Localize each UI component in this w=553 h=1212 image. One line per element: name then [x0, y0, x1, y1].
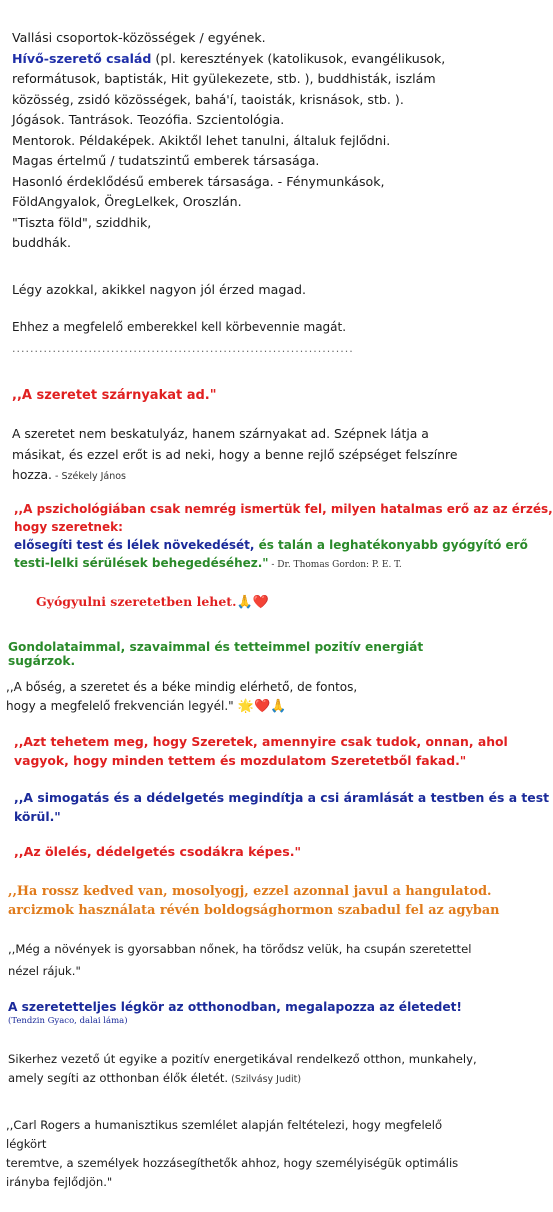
plants-line: nézel rájuk." — [8, 964, 81, 978]
success-author: (Szilvásy Judit) — [228, 1074, 302, 1085]
intro-block — [12, 28, 490, 254]
gordon-author: - Dr. Thomas Gordon: P. E. T. — [268, 560, 402, 570]
dalai-title: A szeretetteljes légkör az otthonodban, megalapozza az életedet! — [8, 1000, 462, 1014]
quote-author: - Székely János — [51, 471, 127, 482]
love-action-line: ,,Azt tehetem meg, hogy Szeretek, amennyire csak tudok, onnan, ahol — [14, 734, 508, 749]
pray-heart-emoji: 🙏❤️ — [236, 595, 269, 610]
abundance-text: hogy a megfelelő frekvencián legyél." — [6, 699, 234, 713]
intro-line: buddhák. — [12, 235, 71, 250]
bad-mood-line: ,,Ha rossz kedved van, mosolyogj, ezzel azonnal javul a hangulatod. — [8, 884, 492, 899]
gordon-blue-text: elősegíti test és lélek növekedését, — [14, 538, 255, 552]
rogers-quote — [6, 1116, 484, 1192]
advice-text: Légy azokkal, akikkel nagyon jól érzed magad. — [12, 282, 307, 297]
bad-mood-quote — [8, 882, 500, 920]
gordon-quote — [14, 500, 553, 574]
intro-line: reformátusok, baptisták, Hit gyülekezete, stb. ), buddhisták, iszlám — [12, 71, 436, 86]
intro-line: Mentorok. Példaképek. Akiktől lehet tanulni, általuk fejlődni. — [12, 132, 391, 148]
rogers-line: irányba fejlődjön." — [6, 1175, 113, 1189]
success-text: amely segíti az otthonban élők életét. — [8, 1071, 229, 1085]
surround-text: Ehhez a megfelelő emberekkel kell körbevennie magát. — [12, 320, 347, 334]
intro-line: Hasonló érdeklődésű emberek társasága. - Fénymunkások, — [12, 173, 385, 189]
quote-line: A szeretet nem beskatulyáz, hanem szárnyakat ad. Szépnek látja a — [12, 426, 429, 441]
success-quote — [8, 1050, 486, 1089]
dotted-separator: ............................................................................ — [12, 342, 354, 355]
intro-line: Vallási csoportok-közösségek / egyének. — [12, 30, 266, 45]
success-line — [8, 1069, 486, 1089]
quote-line — [12, 465, 490, 488]
love-action-quote — [14, 732, 508, 770]
dalai-quote — [8, 998, 486, 1026]
hug-quote: ,,Az ölelés, dédelgetés csodákra képes." — [14, 844, 302, 859]
intro-line: "Tiszta föld", sziddhik, — [12, 214, 152, 230]
caress-line: körül." — [14, 809, 61, 824]
gordon-line — [14, 554, 490, 574]
love-action-line: vagyok, hogy minden tettem és mozdulatom Szeretetből fakad." — [14, 753, 467, 768]
plants-line: ,,Még a növények is gyorsabban nőnek, ha törődsz velük, ha csupán szeretettel — [8, 942, 472, 956]
positive-energy-text: Gondolataimmal, szavaimmal és tetteimmel pozitív energiát sugárzok. — [8, 640, 424, 668]
gordon-green-text: testi-lelki sérülések behegedéséhez." — [14, 556, 269, 570]
plants-quote — [8, 938, 486, 982]
bad-mood-line: arcizmok használata révén boldogsághormon szabadul fel az agyban — [8, 903, 500, 918]
caress-line: ,,A simogatás és a dédelgetés megindítja a csi áramlását a testben és a test — [14, 790, 550, 805]
gordon-green-text: és talán a leghatékonyabb gyógyító erő — [254, 538, 528, 552]
abundance-quote — [6, 678, 484, 716]
intro-line: Jógások. Tantrások. Teozófia. Szcientológia. — [12, 112, 285, 127]
healing-line — [36, 594, 514, 610]
dalai-author: (Tendzin Gyaco, dalai láma) — [8, 1016, 128, 1026]
quote-wings-title: ,,A szeretet szárnyakat ad." — [12, 388, 217, 403]
success-line: Sikerhez vezető út egyike a pozitív energetikával rendelkező otthon, munkahely, — [8, 1052, 477, 1066]
gordon-line: hogy szeretnek: — [14, 520, 123, 534]
gordon-line — [14, 536, 528, 554]
believer-label: Hívő-szerető család — [12, 50, 152, 66]
abundance-line — [6, 697, 484, 716]
abundance-line: ,,A bőség, a szeretet és a béke mindig elérhető, de fontos, — [6, 680, 358, 694]
gordon-line: ,,A pszichológiában csak nemrég ismertük fel, milyen hatalmas erő az az érzés, — [14, 502, 553, 516]
caress-quote — [14, 788, 550, 826]
star-heart-pray-emoji: 🌟❤️🙏 — [233, 699, 287, 714]
believer-rest: (pl. keresztények (katolikusok, evangélikusok, — [151, 50, 446, 66]
rogers-line: teremtve, a személyek hozzásegíthetők ahhoz, hogy személyiségük optimális — [6, 1156, 459, 1170]
intro-line — [12, 49, 490, 70]
intro-line: FöldAngyalok, ÖregLelkek, Oroszlán. — [12, 194, 242, 209]
healing-text: Gyógyulni szeretetben lehet. — [36, 594, 237, 609]
intro-line: közösség, zsidó közösségek, bahá'í, taoisták, krisnások, stb. ). — [12, 91, 404, 107]
quote-line: másikat, és ezzel erőt is ad neki, hogy a benne rejlő szépséget felszínre — [12, 446, 458, 462]
quote-wings-body — [12, 424, 490, 488]
rogers-line: ,,Carl Rogers a humanisztikus szemlélet alapján feltételezi, hogy megfelelő légkört — [6, 1118, 443, 1151]
intro-line: Magas értelmű / tudatszintű emberek társasága. — [12, 153, 320, 168]
quote-text: hozza. — [12, 467, 52, 482]
